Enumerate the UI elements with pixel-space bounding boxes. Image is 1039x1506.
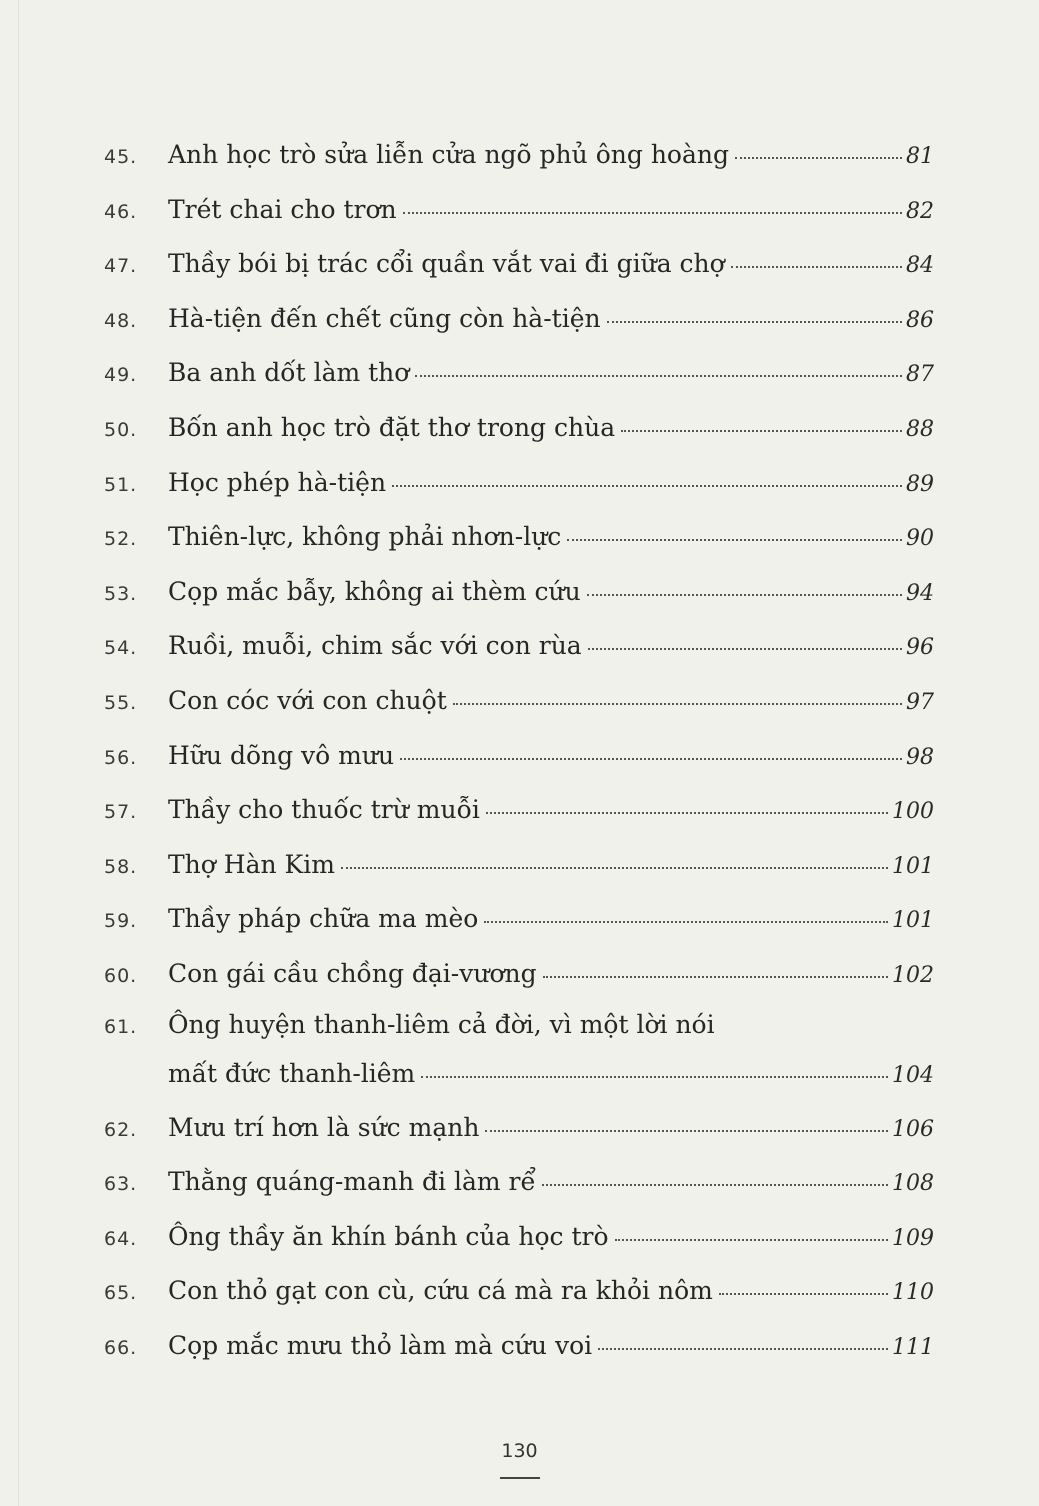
- entry-number: 55.: [104, 691, 138, 714]
- entry-title: Thầy pháp chữa ma mèo: [168, 904, 479, 934]
- entry-page: 102: [892, 962, 934, 988]
- dot-leader: [621, 430, 902, 432]
- entry-number: 62.: [104, 1118, 138, 1141]
- dot-leader: [567, 539, 902, 541]
- entry-number: 66.: [104, 1336, 138, 1359]
- entry-number: 59.: [104, 910, 138, 933]
- dot-leader: [403, 212, 902, 214]
- entry-title: Trét chai cho trơn: [168, 194, 397, 224]
- dot-leader: [607, 321, 902, 323]
- toc-entry[interactable]: [104, 619, 934, 674]
- entry-page: 89: [906, 471, 934, 497]
- page-edge: [18, 0, 19, 1506]
- entry-title: Thầy cho thuốc trừ muỗi: [168, 795, 480, 825]
- entry-title: Con thỏ gạt con cù, cứu cá mà ra khỏi nôm: [168, 1276, 713, 1306]
- entry-number: 53.: [104, 582, 138, 605]
- entry-page: 110: [892, 1280, 934, 1306]
- dot-leader: [453, 703, 902, 705]
- dot-leader: [588, 648, 902, 650]
- entry-title-line2: mất đức thanh-liêm: [168, 1058, 416, 1088]
- toc-entry[interactable]: [104, 510, 934, 565]
- entry-number: 56.: [104, 746, 138, 769]
- entry-number: 57.: [104, 801, 138, 824]
- toc-entry[interactable]: [104, 292, 934, 347]
- entry-number: 61.: [104, 1015, 138, 1038]
- entry-page: 96: [906, 635, 934, 661]
- dot-leader: [341, 867, 888, 869]
- entry-number: 51.: [104, 473, 138, 496]
- entry-number: 63.: [104, 1173, 138, 1196]
- toc-entry[interactable]: [104, 565, 934, 620]
- toc-entry[interactable]: [104, 1319, 934, 1374]
- dot-leader: [485, 1130, 888, 1132]
- entry-title: Con gái cầu chồng đại-vương: [168, 958, 537, 988]
- entry-number: 48.: [104, 309, 138, 332]
- entry-title: Thầy bói bị trác cổi quần vắt vai đi giữa chợ: [168, 249, 725, 279]
- entry-page: 106: [892, 1116, 934, 1142]
- toc-entry[interactable]: [104, 838, 934, 893]
- dot-leader: [542, 1184, 888, 1186]
- entry-number: 60.: [104, 964, 138, 987]
- dot-leader: [484, 921, 888, 923]
- dot-leader: [486, 812, 888, 814]
- toc-entry[interactable]: [104, 456, 934, 511]
- entry-number: 45.: [104, 146, 138, 168]
- dot-leader: [731, 266, 902, 268]
- toc-entry[interactable]: [104, 729, 934, 784]
- entry-number: 58.: [104, 855, 138, 878]
- toc-entry[interactable]: [104, 947, 934, 1002]
- dot-leader: [615, 1239, 889, 1241]
- entry-page: 90: [906, 526, 934, 552]
- entry-first-line: [104, 1002, 934, 1047]
- page-number: 130: [501, 1440, 538, 1462]
- entry-title-line1: Ông huyện thanh-liêm cả đời, vì một lời nói: [168, 1009, 715, 1039]
- entry-title: Hữu dõng vô mưu: [168, 740, 395, 770]
- entry-page: 108: [892, 1171, 934, 1197]
- entry-title: Anh học trò sửa liễn cửa ngõ phủ ông hoàng: [168, 140, 729, 169]
- entry-page: 97: [906, 689, 934, 715]
- dot-leader: [598, 1348, 888, 1350]
- entry-number: 46.: [104, 200, 138, 223]
- entry-title: Mưu trí hơn là sức mạnh: [168, 1112, 480, 1142]
- entry-title: Ba anh dốt làm thơ: [168, 358, 410, 388]
- entry-page: 109: [892, 1225, 934, 1251]
- entry-page: 98: [906, 744, 934, 770]
- entry-title: Cọp mắc bẫy, không ai thèm cứu: [168, 576, 581, 606]
- entry-page: 88: [906, 416, 934, 442]
- toc-entry[interactable]: [104, 128, 934, 183]
- entry-page: 94: [906, 580, 934, 606]
- toc-entry[interactable]: [104, 401, 934, 456]
- entry-page: 81: [906, 144, 934, 169]
- entry-number: 54.: [104, 637, 138, 660]
- entry-title: Con cóc với con chuột: [168, 685, 447, 715]
- entry-title: Thợ Hàn Kim: [168, 849, 335, 879]
- toc-entry[interactable]: [104, 1264, 934, 1319]
- entry-number: 52.: [104, 528, 138, 551]
- dot-leader: [400, 758, 902, 760]
- toc-entry[interactable]: [104, 674, 934, 729]
- entry-page: 84: [906, 253, 934, 279]
- entry-page: 111: [892, 1334, 934, 1360]
- toc-entry[interactable]: [104, 1101, 934, 1156]
- entry-number: 49.: [104, 364, 138, 387]
- entry-page: 101: [892, 853, 934, 879]
- toc-entry[interactable]: [104, 783, 934, 838]
- dot-leader: [735, 157, 902, 159]
- page-number-rule: [500, 1477, 540, 1479]
- entry-title: Hà-tiện đến chết cũng còn hà-tiện: [168, 303, 601, 333]
- entry-number: 64.: [104, 1227, 138, 1250]
- toc-entry[interactable]: [104, 892, 934, 947]
- entry-title: Thiên-lực, không phải nhơn-lực: [168, 522, 562, 552]
- entry-title: Thằng quáng-manh đi làm rể: [168, 1167, 536, 1197]
- toc-entry[interactable]: [104, 1155, 934, 1210]
- toc-entry[interactable]: [104, 346, 934, 401]
- toc-entry[interactable]: [104, 183, 934, 238]
- dot-leader: [415, 375, 902, 377]
- entry-number: 50.: [104, 418, 138, 441]
- entry-page: 86: [906, 307, 934, 333]
- entry-title: Ông thầy ăn khín bánh của học trò: [168, 1221, 609, 1251]
- toc-entry[interactable]: [104, 1002, 934, 1101]
- entry-page: 82: [906, 198, 934, 224]
- toc-entry[interactable]: [104, 1210, 934, 1265]
- table-of-contents: [104, 128, 934, 1373]
- toc-entry[interactable]: [104, 237, 934, 292]
- entry-title: Ruồi, muỗi, chim sắc với con rùa: [168, 631, 582, 661]
- entry-page: 87: [906, 362, 934, 388]
- entry-page: 100: [892, 799, 934, 825]
- entry-title: Bốn anh học trò đặt thơ trong chùa: [168, 412, 616, 442]
- dot-leader: [543, 976, 888, 978]
- dot-leader: [587, 594, 902, 596]
- entry-page: 104: [892, 1062, 934, 1088]
- entry-title: Cọp mắc mưu thỏ làm mà cứu voi: [168, 1330, 593, 1360]
- entry-second-line: [104, 1047, 934, 1101]
- entry-number: 47.: [104, 255, 138, 278]
- dot-leader: [719, 1293, 888, 1295]
- dot-leader: [392, 485, 902, 487]
- dot-leader: [421, 1076, 888, 1078]
- entry-page: 101: [892, 908, 934, 934]
- entry-title: Học phép hà-tiện: [168, 467, 387, 497]
- entry-number: 65.: [104, 1282, 138, 1305]
